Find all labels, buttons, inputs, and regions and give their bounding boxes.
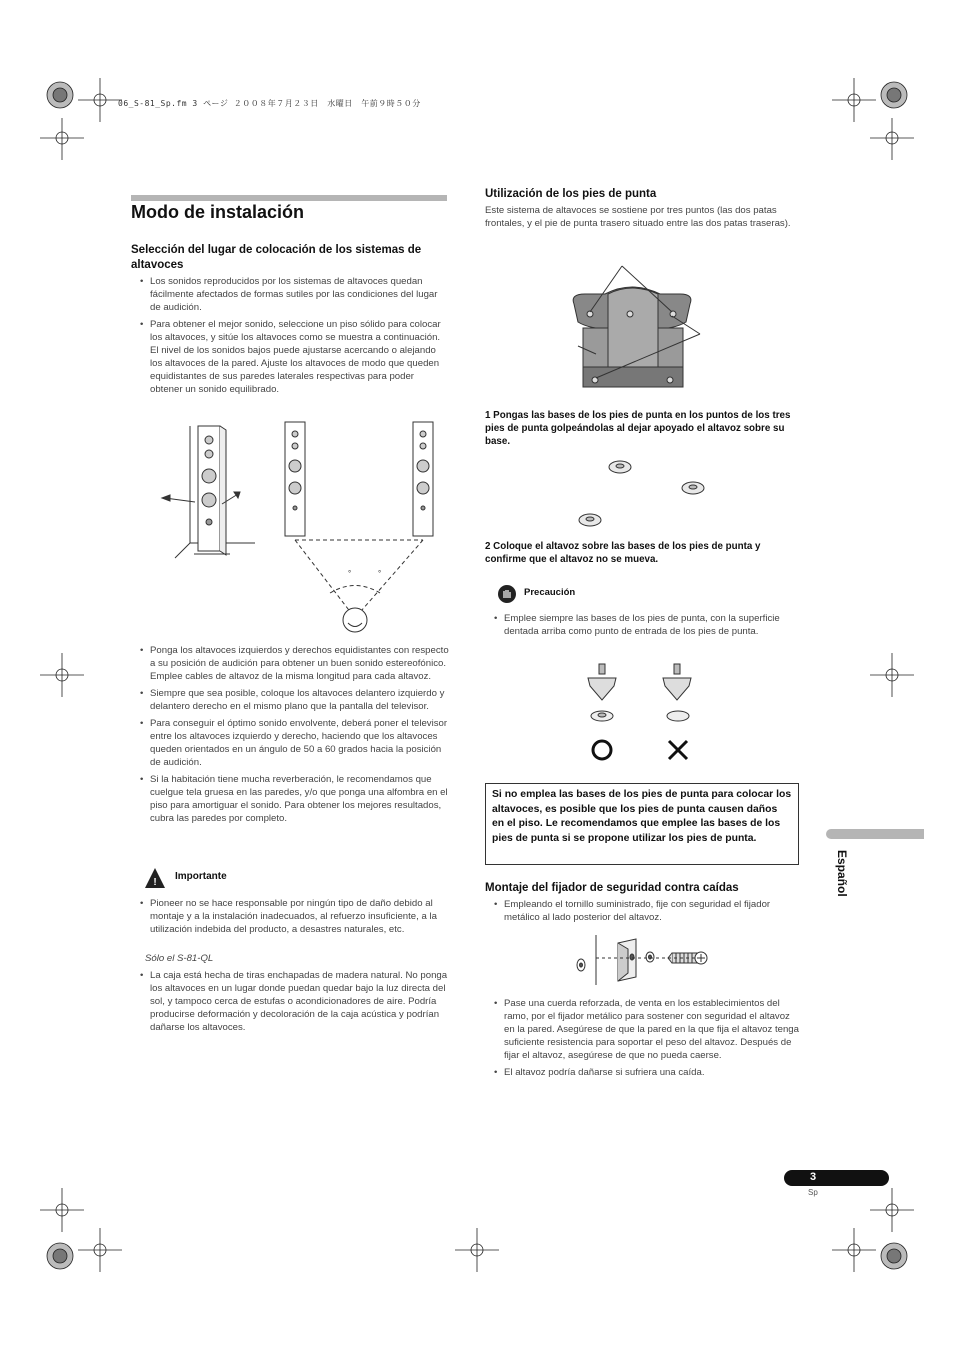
- spike-base-diagram: [575, 455, 715, 535]
- step-1: 1 Pongas las bases de los pies de punta en los puntos de los tres pies de punta golpeándolas al dejar apoyado el altavoz sobre su base.: [485, 410, 791, 447]
- bullet-list-anti-fall-b: [485, 997, 800, 1083]
- section-heading-placement: Selección del lugar de colocación de los sistemas de altavoces: [131, 244, 422, 271]
- page-number-badge: [784, 1170, 889, 1186]
- angle-mark-left: °: [348, 569, 352, 578]
- page-title: Modo de instalación: [131, 202, 305, 222]
- bullet-list-positioning: [131, 644, 449, 829]
- list-item: • El altavoz podría dañarse si sufriera una caída.: [485, 1066, 800, 1079]
- caution-hand-icon: [497, 584, 517, 604]
- svg-text:Español: Español: [835, 850, 849, 897]
- important-label: Importante: [175, 871, 227, 882]
- incorrect-cross-icon: [669, 741, 687, 759]
- bullet-list-placement: [131, 275, 449, 400]
- bullet-list-anti-fall-a: [485, 898, 800, 928]
- svg-text:!: !: [153, 877, 157, 888]
- list-item: • Si la habitación tiene mucha reverberación, le recomendamos que cuelgue tela gruesa en las paredes, y/o que ponga una alfombra en el piso para amortiguar el sonido. Para obtener los mejores resultados, cubra las paredes por completo.: [131, 773, 449, 825]
- warning-box: [485, 783, 799, 865]
- file-header: 06_S-81_Sp.fm 3 ページ ２００８年７月２３日 水曜日 午前９時５０分: [118, 99, 421, 108]
- page-number: 3: [810, 1171, 817, 1183]
- list-item: • La caja está hecha de tiras enchapadas de madera natural. No ponga los altavoces en un lugar donde puedan quedar bajo la luz directa del sol, y tampoco cerca de estufas o acondicionadores de aire. Podría producirse deformación y decoloración de la caja acústica y podrían dañarse los altavoces.: [131, 969, 449, 1034]
- spikes-intro: Este sistema de altavoces se sostiene por tres puntos (las dos patas frontales, y el pie de punta trasero situado entre las dos patas traseras).: [485, 205, 791, 229]
- bullet-list-disclaimer: [131, 897, 449, 940]
- section-heading-anti-fall: Montaje del fijador de seguridad contra caídas: [485, 882, 739, 894]
- list-item: • Pioneer no se hace responsable por ningún tipo de daño debido al montaje y a la instalación inadecuados, al refuerzo insuficiente, a la utilización indebida del producto, a desastres naturales, etc.: [131, 897, 449, 936]
- speaker-placement-diagram: [150, 418, 450, 640]
- caution-label: Precaución: [524, 587, 576, 598]
- list-item: • Siempre que sea posible, coloque los altavoces delantero izquierdo y delantero derecho en el mismo plano que la pantalla del televisor.: [131, 687, 449, 713]
- bracket-screw-diagram: [572, 935, 712, 985]
- list-item: • Pase una cuerda reforzada, de venta en los establecimientos del ramo, por el fijador metálico para sostener con seguridad el altavoz en la pared. Asegúrese de que la pared en la que fija el altavoz tenga suficiente resistencia para soportar el peso del altavoz. Después de fijar el altavoz, asegúrese de que no pueda caerse.: [485, 997, 800, 1062]
- important-icon: [143, 866, 167, 890]
- list-item: • Para conseguir el óptimo sonido envolvente, deberá poner el televisor entre los altavoces izquierdo y derecho, haciendo que los altavoces queden orientados en un ángulo de 50 a 60 grados hacia la posición de audición.: [131, 717, 449, 769]
- speaker-base-diagram: [560, 262, 710, 397]
- section-heading-spikes: Utilización de los pies de punta: [485, 188, 657, 200]
- model-note: Sólo el S-81-QL: [145, 953, 214, 964]
- title-bar: [131, 195, 447, 201]
- bullet-list-cabinet: [131, 969, 449, 1038]
- list-item: • Emplee siempre las bases de los pies de punta, con la superficie dentada arriba como punto de entrada de los pies de punta.: [485, 612, 800, 638]
- warning-text: Si no emplea las bases de los pies de punta para colocar los altavoces, es posible que los pies de punta causen daños en el piso. Le recomendamos que emplee las bases de los pies de punta si se propone utilizar los pies de punta.: [492, 789, 792, 844]
- language-vertical-label: [818, 848, 858, 908]
- language-tab: [826, 829, 924, 839]
- step-2: 2 Coloque el altavoz sobre las bases de los pies de punta y confirme que el altavoz no se mueva.: [485, 541, 761, 565]
- bullet-list-caution: [485, 612, 800, 642]
- list-item: • Empleando el tornillo suministrado, fije con seguridad el fijador metálico al lado posterior del altavoz.: [485, 898, 800, 924]
- spike-correct-incorrect-diagram: [580, 660, 700, 770]
- list-item: • Para obtener el mejor sonido, seleccione un piso sólido para colocar los altavoces, y sitúe los altavoces como se muestra a continuación. El nivel de los sonidos bajos puede ajustarse acercando o alejando los altavoces de la pared. Ajuste los altavoces de modo que queden equidistantes de sus paredes laterales respectivas para poder obtener un sonido equilibrado.: [131, 318, 449, 396]
- angle-mark-right: °: [378, 569, 382, 578]
- correct-circle-icon: [593, 741, 611, 759]
- list-item: • Ponga los altavoces izquierdos y derechos equidistantes con respecto a su posición de audición para obtener un buen sonido estereofónico. Emplee cables de altavoz de la misma longitud para cada altavoz.: [131, 644, 449, 683]
- list-item: • Los sonidos reproducidos por los sistemas de altavoces quedan fácilmente afectados de formas sutiles por las condiciones del lugar de audición.: [131, 275, 449, 314]
- language-code: Sp: [808, 1188, 818, 1197]
